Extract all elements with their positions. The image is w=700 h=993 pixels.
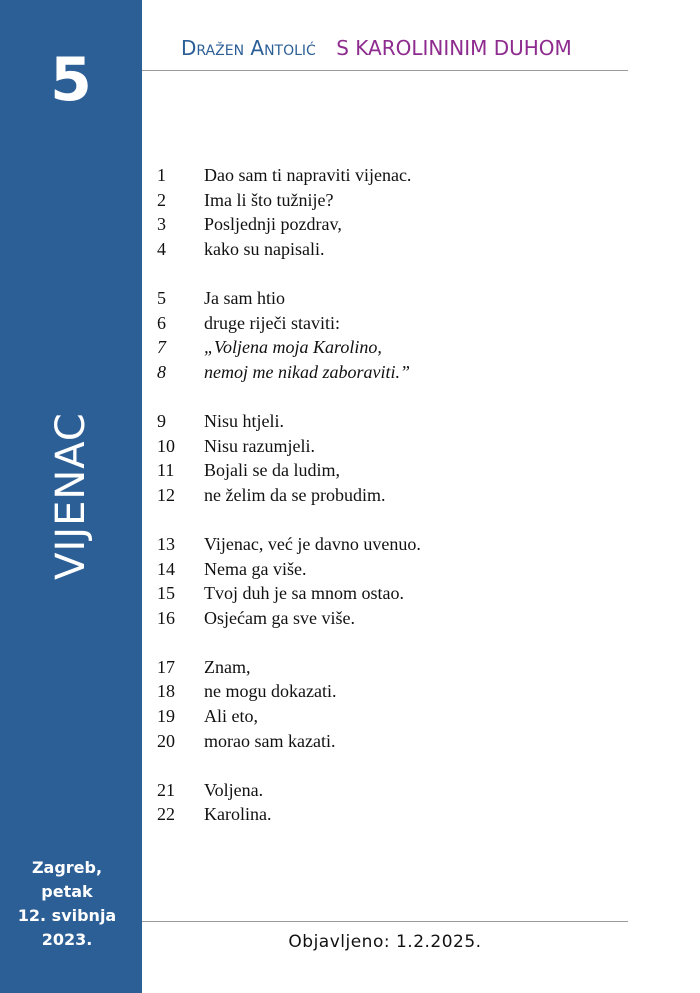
poem-line bbox=[157, 458, 421, 483]
poem-line bbox=[157, 802, 421, 827]
poem-line bbox=[157, 778, 421, 803]
poem-line bbox=[157, 286, 421, 311]
poem-line bbox=[157, 237, 421, 262]
line-text: Nisu razumjeli. bbox=[204, 435, 315, 456]
line-number: 9 bbox=[157, 410, 166, 431]
line-text: Dao sam ti napraviti vijenac. bbox=[204, 165, 412, 185]
poem-line bbox=[157, 409, 421, 434]
place-date-line: 12. svibnja bbox=[17, 906, 117, 925]
line-number: 17 bbox=[157, 656, 175, 677]
stanza bbox=[157, 778, 421, 827]
poem-line bbox=[157, 557, 421, 582]
poem-line bbox=[157, 188, 421, 213]
line-text: „Voljena moja Karolino, bbox=[204, 337, 382, 358]
published-date: Objavljeno: 1.2.2025. bbox=[288, 932, 482, 952]
poem-title-vertical: VIJENAC bbox=[48, 412, 94, 580]
line-text: Ali eto, bbox=[204, 706, 258, 727]
line-number: 22 bbox=[157, 804, 175, 825]
poem-line bbox=[157, 483, 421, 508]
line-number: 3 bbox=[157, 214, 166, 235]
poem-line bbox=[157, 729, 421, 754]
line-number: 20 bbox=[157, 730, 175, 751]
stanza bbox=[157, 163, 421, 261]
line-text: Voljena. bbox=[204, 779, 264, 800]
line-number: 18 bbox=[157, 681, 175, 702]
poem-line bbox=[157, 679, 421, 704]
line-number: 2 bbox=[157, 189, 166, 210]
book-title: S KAROLININIM DUHOM bbox=[336, 36, 572, 60]
header-divider bbox=[142, 70, 628, 71]
line-text: druge riječi staviti: bbox=[204, 312, 340, 333]
poem-line bbox=[157, 704, 421, 729]
line-text: Znam, bbox=[204, 656, 251, 677]
place-date-line: petak bbox=[41, 882, 93, 901]
line-number: 10 bbox=[157, 435, 175, 456]
poem-line bbox=[157, 212, 421, 237]
line-text: Nisu htjeli. bbox=[204, 410, 284, 431]
line-text: Ja sam htio bbox=[204, 287, 285, 308]
line-text: Karolina. bbox=[204, 804, 272, 825]
line-number: 15 bbox=[157, 583, 175, 604]
poem-line bbox=[157, 606, 421, 631]
line-text: Ima li što tužnije? bbox=[204, 189, 334, 210]
poem-line bbox=[157, 311, 421, 336]
place-date-line: 2023. bbox=[41, 930, 93, 949]
line-text: kako su napisali. bbox=[204, 238, 325, 259]
line-text: ne želim da se probudim. bbox=[204, 484, 386, 505]
line-text: Tvoj duh je sa mnom ostao. bbox=[204, 583, 404, 604]
poem-line bbox=[157, 532, 421, 557]
place-date-line: Zagreb, bbox=[31, 858, 103, 877]
stanza bbox=[157, 532, 421, 630]
line-number: 8 bbox=[157, 361, 166, 382]
line-number: 13 bbox=[157, 533, 175, 554]
footer-divider bbox=[142, 921, 628, 922]
poem-line bbox=[157, 581, 421, 606]
line-number: 19 bbox=[157, 706, 175, 727]
line-number: 1 bbox=[157, 165, 166, 185]
line-text: Nema ga više. bbox=[204, 558, 307, 579]
stanza bbox=[157, 409, 421, 507]
line-number: 11 bbox=[157, 460, 175, 481]
poem-line bbox=[157, 434, 421, 459]
line-text: morao sam kazati. bbox=[204, 730, 336, 751]
poem-line bbox=[157, 360, 421, 385]
line-text: ne mogu dokazati. bbox=[204, 681, 337, 702]
line-text: Posljednji pozdrav, bbox=[204, 214, 342, 235]
line-number: 21 bbox=[157, 779, 175, 800]
line-number: 4 bbox=[157, 238, 166, 259]
sidebar bbox=[0, 0, 142, 993]
line-number: 7 bbox=[157, 337, 166, 358]
poem-line bbox=[157, 335, 421, 360]
line-number: 12 bbox=[157, 484, 175, 505]
line-number: 5 bbox=[157, 287, 166, 308]
line-number: 6 bbox=[157, 312, 166, 333]
place-date bbox=[0, 856, 134, 952]
stanza bbox=[157, 655, 421, 753]
stanza bbox=[157, 286, 421, 384]
line-number: 14 bbox=[157, 558, 175, 579]
page-header bbox=[181, 36, 572, 60]
line-text: nemoj me nikad zaboraviti.” bbox=[204, 361, 410, 382]
line-text: Bojali se da ludim, bbox=[204, 460, 340, 481]
poem-body bbox=[157, 163, 421, 852]
line-text: Osjećam ga sve više. bbox=[204, 607, 355, 628]
poem-line bbox=[157, 655, 421, 680]
author-name: Dražen Antolić bbox=[181, 36, 316, 60]
page-number: 5 bbox=[50, 45, 92, 115]
line-number: 16 bbox=[157, 607, 175, 628]
line-text: Vijenac, već je davno uvenuo. bbox=[204, 533, 421, 554]
poem-line bbox=[157, 163, 421, 188]
